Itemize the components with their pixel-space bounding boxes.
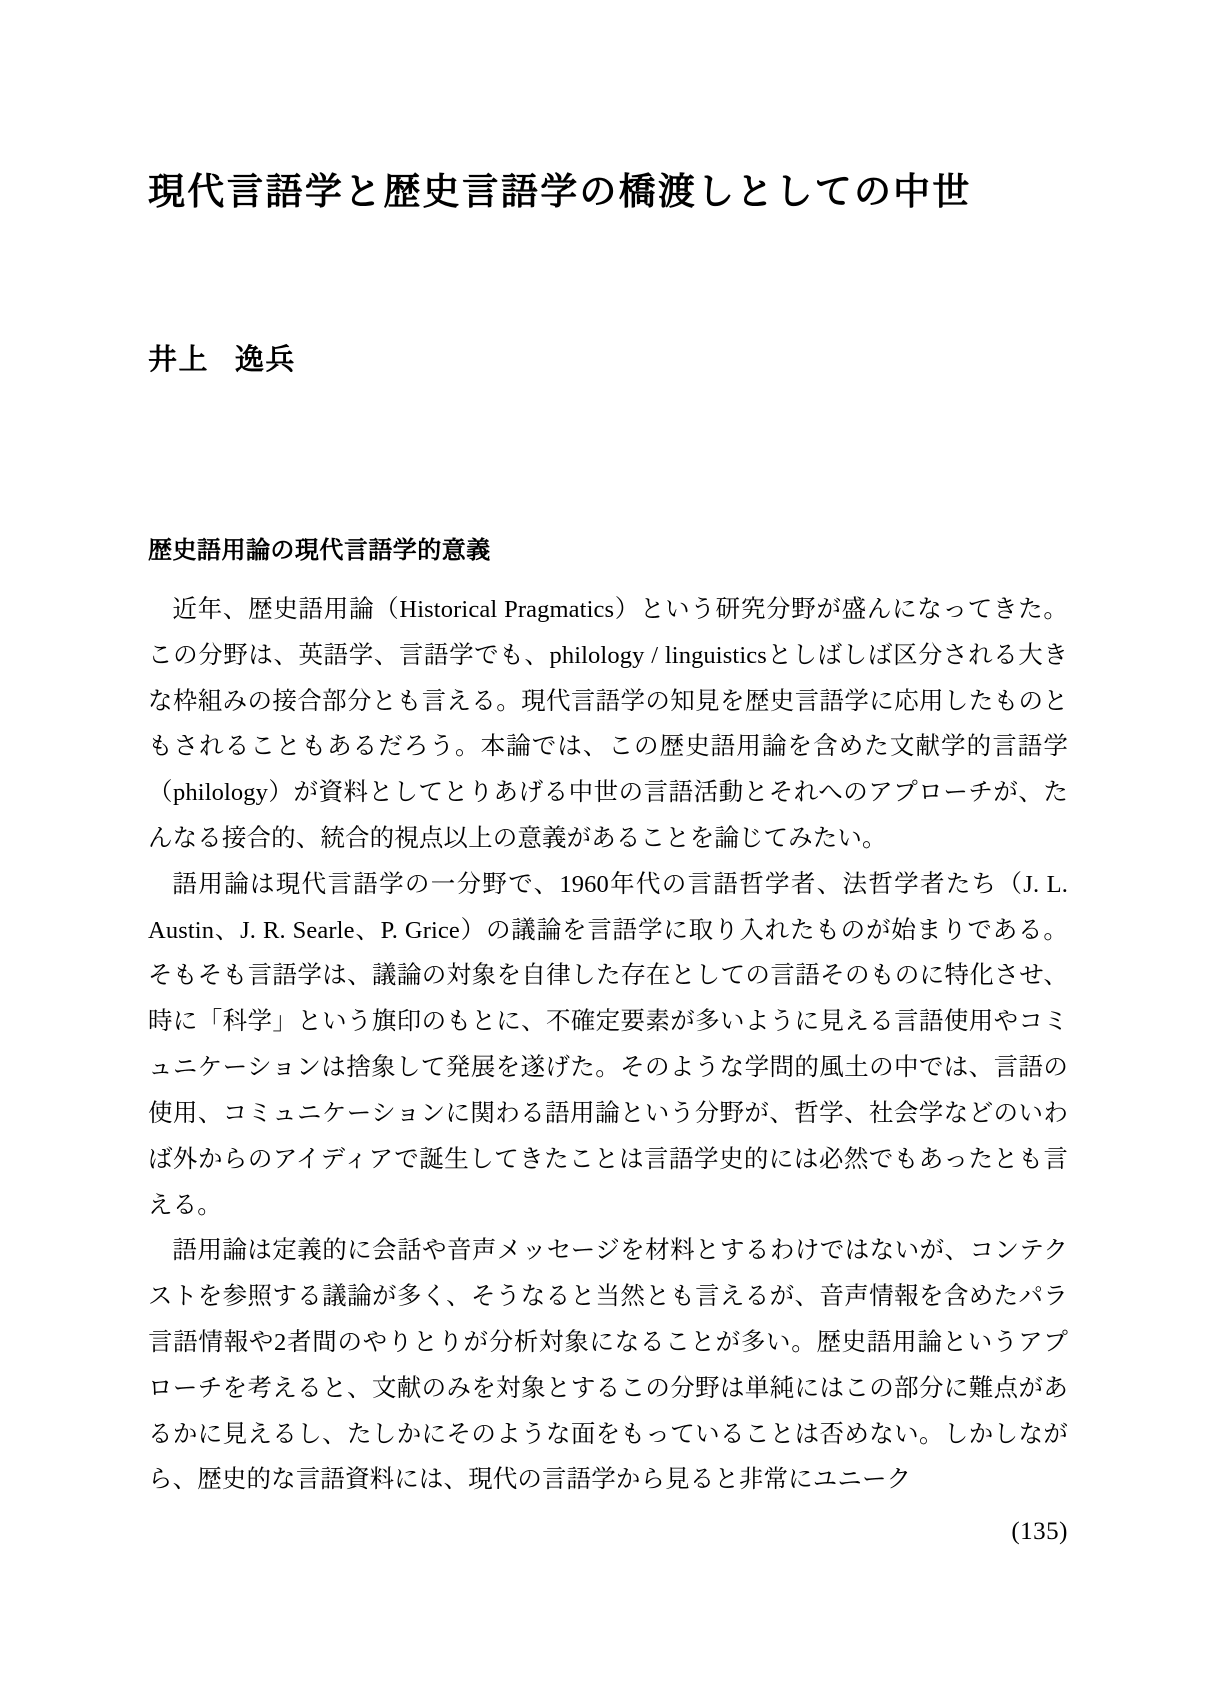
page-number: (135) [1011,1518,1068,1545]
paragraph: 語用論は現代言語学の一分野で、1960年代の言語哲学者、法哲学者たち（J. L. Austin、J. R. Searle、P. Grice）の議論を言語学に取り入れたものが始まりである。そもそも言語学は、議論の対象を自律した存在としての言語そのものに特化させ、時に「科学」という旗印のもとに、不確定要素が多いように見える言語使用やコミュニケーションは捨象して発展を遂げた。そのような学問的風土の中では、言語の使用、コミュニケーションに関わる語用論という分野が、哲学、社会学などのいわば外からのアイディアで誕生してきたことは言語学史的には必然でもあったとも言える。 [148,870,1068,1219]
body-text [148,565,1068,1503]
author-line [148,218,1068,378]
page-content [148,0,1068,1503]
page-title: 現代言語学と歴史言語学の橋渡しとしての中世 [148,172,972,213]
section-heading: 歴史語用論の現代言語学的意義 [148,537,491,564]
paragraph: 語用論は定義的に会話や音声メッセージを材料とするわけではないが、コンテクストを参照する議論が多く、そうなると当然とも言えるが、音声情報を含めたパラ言語情報や2者間のやりとりが分析対象になることが多い。歴史語用論というアプローチを考えると、文献のみを対象とするこの分野は単純にはこの部分に難点があるかに見えるし、たしかにそのような面をもっていることは否めない。しかしながら、歴史的な言語資料には、現代の言語学から見ると非常にユニーク [148,1237,1068,1494]
author-family-name: 井上 [148,343,209,376]
paragraph: 近年、歴史語用論（Historical Pragmatics）という研究分野が盛んになってきた。この分野は、英語学、言語学でも、philology / linguisticsとしばしば区分される大きな枠組みの接合部分とも言える。現代言語学の知見を歴史言語学に応用したものともされることもあるだろう。本論では、この歴史語用論を含めた文献学的言語学（philology）が資料としてとりあげる中世の言語活動とそれへのアプローチが、たんなる接合的、統合的視点以上の意義があることを論じてみたい。 [148,595,1068,852]
author-given-name: 逸兵 [234,343,296,376]
